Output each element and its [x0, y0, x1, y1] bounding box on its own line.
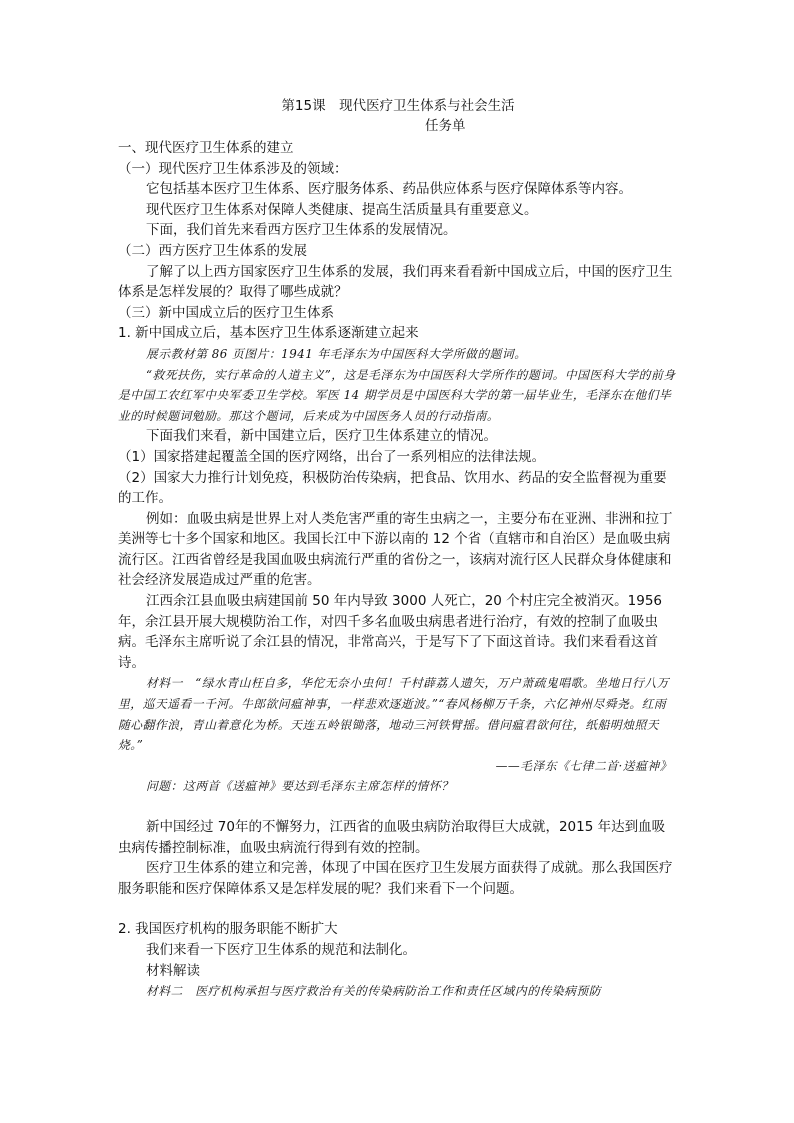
paragraph: 下面，我们首先来看西方医疗卫生体系的发展情况。 [146, 222, 457, 239]
summary-paragraph: 医疗卫生体系的建立和完善，体现了中国在医疗卫生发展方面获得了成就。那么我国医疗服务职能和医疗保障体系又是怎样发展的呢？我们来看下一个问题。 [118, 860, 673, 897]
document-page [118, 96, 678, 1002]
subsection-1-2-heading: （二）西方医疗卫生体系的发展 [118, 242, 307, 259]
paragraph: 下面我们来看，新中国建立后，医疗卫生体系建立的情况。 [146, 428, 497, 445]
question: 问题：这两首《送瘟神》要达到毛泽东主席怎样的情怀？ [146, 779, 454, 794]
yujiang-paragraph: 江西余江县血吸虫病建国前 50 年内导致 3000 人死亡，20 个村庄完全被消灭。1956 年，余江县开展大规模防治工作，对四千多名血吸虫病患者进行治疗，有效的控制了血吸虫病。毛泽东主席听说了余江县的情况，非常高兴，于是写下了下面这首诗。我们来看看这首诗。 [118, 593, 663, 671]
show-textbook-note: 展示教材第 86 页图片：1941 年毛泽东为中国医科大学所做的题词。 [146, 346, 527, 361]
item-1-heading: 1. 新中国成立后，基本医疗卫生体系逐渐建立起来 [118, 325, 419, 342]
material-1-poem: 材料一 “绿水青山枉自多，华佗无奈小虫何！千村薜荔人遗矢，万户萧疏鬼唱歌。坐地日行八万里，巡天遥看一千河。牛郎欲问瘟神事，一样悲欢逐逝波。”“春风杨柳万千条，六亿神州尽舜尧。红雨随心翻作浪，青山着意化为桥。天连五岭银锄落，地动三河铁臂摇。借问瘟君欲何往，纸船明烛照天烧。” [118, 676, 670, 753]
paragraph: 了解了以上西方国家医疗卫生体系的发展，我们再来看看新中国成立后，中国的医疗卫生体系是怎样发展的？取得了哪些成就？ [118, 263, 673, 301]
material-2-text: 材料二 医疗机构承担与医疗救治有关的传染病防治工作和责任区域内的传染病预防 [146, 984, 601, 999]
blank-line [118, 899, 678, 919]
item-2-heading: 2. 我国医疗机构的服务职能不断扩大 [118, 921, 338, 938]
subsection-1-1-heading: （一）现代医疗卫生体系涉及的领域： [118, 160, 348, 177]
paragraph: 它包括基本医疗卫生体系、医疗服务体系、药品供应体系与医疗保障体系等内容。 [146, 181, 632, 198]
inscription-quote: “救死扶伤，实行革命的人道主义”，这是毛泽东为中国医科大学所作的题词。中国医科大学的前身是中国工农红军中央军委卫生学校。军医 14 期学员是中国医科大学的第一届毕业生，毛泽东在他们毕业的时候题词勉励。那这个题词，后来成为中国医务人员的行动指南。 [118, 367, 676, 423]
example-paragraph: 例如：血吸虫病是世界上对人类危害严重的寄生虫病之一，主要分布在亚洲、非洲和拉丁美洲等七十多个国家和地区。我国长江中下游以南的 12 个省（直辖市和自治区）是血吸虫病流行区。江西省曾经是我国血吸虫病流行严重的省份之一，该病对流行区人民群众身体健康和社会经济发展造成过严重的危害。 [118, 510, 673, 589]
paragraph: 现代医疗卫生体系对保障人类健康、提高生活质量具有重要意义。 [146, 201, 538, 218]
numbered-point-1: （1）国家搭建起覆盖全国的医疗网络，出台了一系列相应的法律法规。 [118, 448, 546, 465]
paragraph: 我们来看一下医疗卫生体系的规范和法制化。 [146, 941, 416, 958]
achievement-paragraph: 新中国经过 70年的不懈努力，江西省的血吸虫病防治取得巨大成就，2015 年达到血吸虫病传播控制标准，血吸虫病流行得到有效的控制。 [118, 819, 666, 856]
subsection-1-3-heading: （三）新中国成立后的医疗卫生体系 [118, 304, 334, 321]
material-reading-label: 材料解读 [146, 962, 200, 979]
lesson-title: 第15课 现代医疗卫生体系与社会生活 [281, 98, 515, 114]
blank-line [118, 797, 678, 817]
material-1-source: ——毛泽东《七律二首·送瘟神》 [495, 758, 672, 773]
numbered-point-2: （2）国家大力推行计划免疫，积极防治传染病，把食品、饮用水、药品的安全监督视为重要的工作。 [118, 469, 667, 507]
task-sheet-label: 任务单 [425, 118, 466, 134]
section-1-heading: 一、现代医疗卫生体系的建立 [118, 140, 294, 156]
